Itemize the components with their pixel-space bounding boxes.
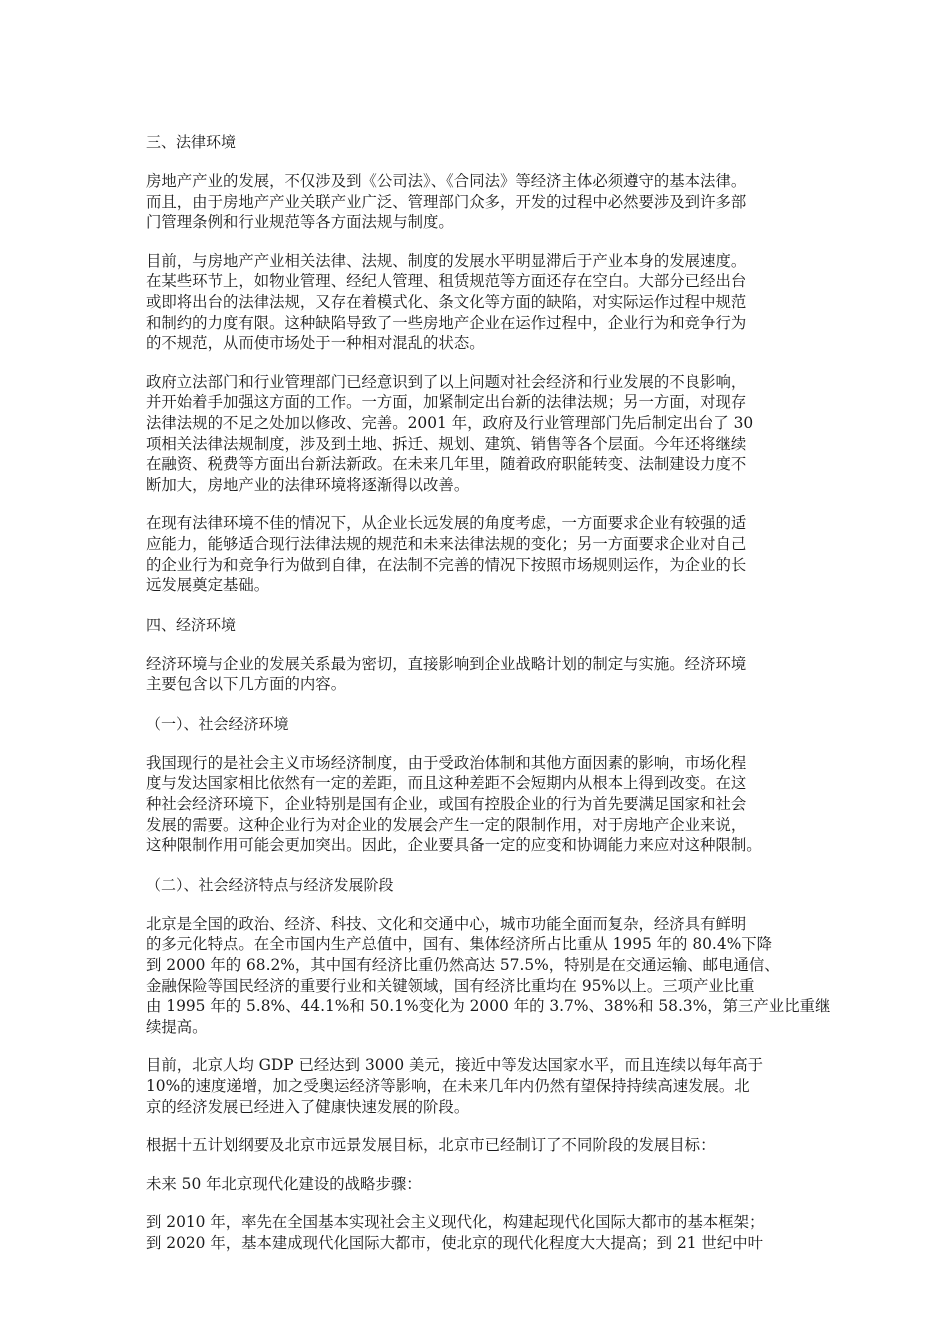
paragraph [146, 1212, 812, 1253]
paragraph [146, 372, 812, 496]
text-line: 远发展奠定基础。 [146, 576, 270, 595]
paragraph [146, 654, 812, 695]
text-line: 10%的速度递增，加之受奥运经济等影响，在未来几年内仍然有望保持持续高速发展。北 [146, 1077, 750, 1095]
text-line: 目前，北京人均 GDP 已经达到 3000 美元，接近中等发达国家水平，而且连续以每年高于 [146, 1056, 764, 1075]
text-line: 发展的需要。这种企业行为对企业的发展会产生一定的限制作用，对于房地产企业来说， [146, 815, 747, 834]
paragraph [146, 914, 831, 1038]
text-line: 而且，由于房地产产业关联产业广泛、管理部门众多，开发的过程中必然要涉及到许多部 [146, 192, 747, 211]
text-line: 项相关法律法规制度，涉及到土地、拆迁、规划、建筑、销售等各个层面。今年还将继续 [146, 434, 747, 453]
section-heading-economic-environment: 四、经济环境 [146, 615, 237, 634]
text-line: 到 2020 年，基本建成现代化国际大都市，使北京的现代化程度大大提高；到 21 世纪中叶 [146, 1233, 763, 1252]
paragraph [146, 1174, 812, 1195]
text-line: 或即将出台的法律法规，又存在着模式化、条文化等方面的缺陷，对实际运作过程中规范 [146, 292, 747, 311]
text-line: 并开始着手加强这方面的工作。一方面，加紧制定出台新的法律法规；另一方面，对现存 [146, 393, 747, 412]
subsection-heading-economic-features: （二）、社会经济特点与经济发展阶段 [146, 875, 394, 894]
text-line: 京的经济发展已经进入了健康快速发展的阶段。 [146, 1097, 470, 1116]
text-line: 主要包含以下几方面的内容。 [146, 675, 347, 694]
text-line: 度与发达国家相比依然有一定的差距，而且这种差距不会短期内从根本上得到改变。在这 [146, 774, 747, 793]
text-line: 金融保险等国民经济的重要行业和关键领域，国有经济比重均在 95%以上。三项产业比重 [146, 976, 755, 995]
text-line: 和制约的力度有限。这种缺陷导致了一些房地产企业在运作过程中，企业行为和竞争行为 [146, 313, 747, 332]
paragraph [146, 513, 812, 595]
text-line: 我国现行的是社会主义市场经济制度，由于受政治体制和其他方面因素的影响，市场化程 [146, 753, 747, 772]
text-line: 到 2000 年的 68.2%，其中国有经济比重仍然高达 57.5%，特别是在交通运输、邮电通信、 [146, 956, 780, 975]
text-line: 由 1995 年的 5.8%、44.1%和 50.1%变化为 2000 年的 3.7%、38%和 58.3%，第三产业比重继 [146, 997, 831, 1016]
paragraph [146, 753, 812, 856]
text-line: 断加大，房地产业的法律环境将逐渐得以改善。 [146, 475, 470, 494]
text-line: 政府立法部门和行业管理部门已经意识到了以上问题对社会经济和行业发展的不良影响， [146, 372, 747, 391]
text-line: 法律法规的不足之处加以修改、完善。2001 年，政府及行业管理部门先后制定出台了 30 [146, 413, 754, 432]
paragraph [146, 1055, 812, 1117]
subsection-heading-social-economic-environment: （一）、社会经济环境 [146, 714, 289, 733]
text-line: 在融资、税费等方面出台新法新政。在未来几年里，随着政府职能转变、法制建设力度不 [146, 455, 747, 474]
text-line: 的不规范，从而使市场处于一种相对混乱的状态。 [146, 334, 485, 353]
text-line: 经济环境与企业的发展关系最为密切，直接影响到企业战略计划的制定与实施。经济环境 [146, 654, 747, 673]
text-line: 的多元化特点。在全市国内生产总值中，国有、集体经济所占比重从 1995 年的 80.4%下降 [146, 935, 773, 954]
text-line: 这种限制作用可能会更加突出。因此，企业要具备一定的应变和协调能力来应对这种限制。 [146, 836, 762, 855]
text-line: 续提高。 [146, 1017, 208, 1036]
text-line: 在现有法律环境不佳的情况下，从企业长远发展的角度考虑，一方面要求企业有较强的适 [146, 514, 747, 533]
paragraph [146, 1135, 812, 1156]
text-line: 种社会经济环境下，企业特别是国有企业，或国有控股企业的行为首先要满足国家和社会 [146, 795, 747, 814]
document-body [146, 131, 831, 1272]
text-line: 到 2010 年，率先在全国基本实现社会主义现代化，构建起现代化国际大都市的基本框架； [146, 1213, 765, 1232]
text-line: 应能力，能够适合现行法律法规的规范和未来法律法规的变化；另一方面要求企业对自己 [146, 534, 747, 553]
text-line: 门管理条例和行业规范等各方面法规与制度。 [146, 213, 454, 232]
text-line: 房地产产业的发展，不仅涉及到《公司法》、《合同法》等经济主体必须遵守的基本法律。 [146, 172, 747, 190]
paragraph [146, 251, 812, 354]
text-line: 未来 50 年北京现代化建设的战略步骤： [146, 1174, 422, 1193]
text-line: 在某些环节上，如物业管理、经纪人管理、租赁规范等方面还存在空白。大部分已经出台 [146, 272, 747, 291]
text-line: 的企业行为和竞争行为做到自律，在法制不完善的情况下按照市场规则运作，为企业的长 [146, 555, 747, 574]
text-line: 根据十五计划纲要及北京市远景发展目标，北京市已经制订了不同阶段的发展目标： [146, 1136, 716, 1155]
text-line: 北京是全国的政治、经济、科技、文化和交通中心，城市功能全面而复杂，经济具有鲜明 [146, 914, 747, 933]
section-heading-legal-environment: 三、法律环境 [146, 133, 237, 151]
paragraph [146, 171, 812, 233]
text-line: 目前，与房地产产业相关法律、法规、制度的发展水平明显滞后于产业本身的发展速度。 [146, 251, 747, 270]
